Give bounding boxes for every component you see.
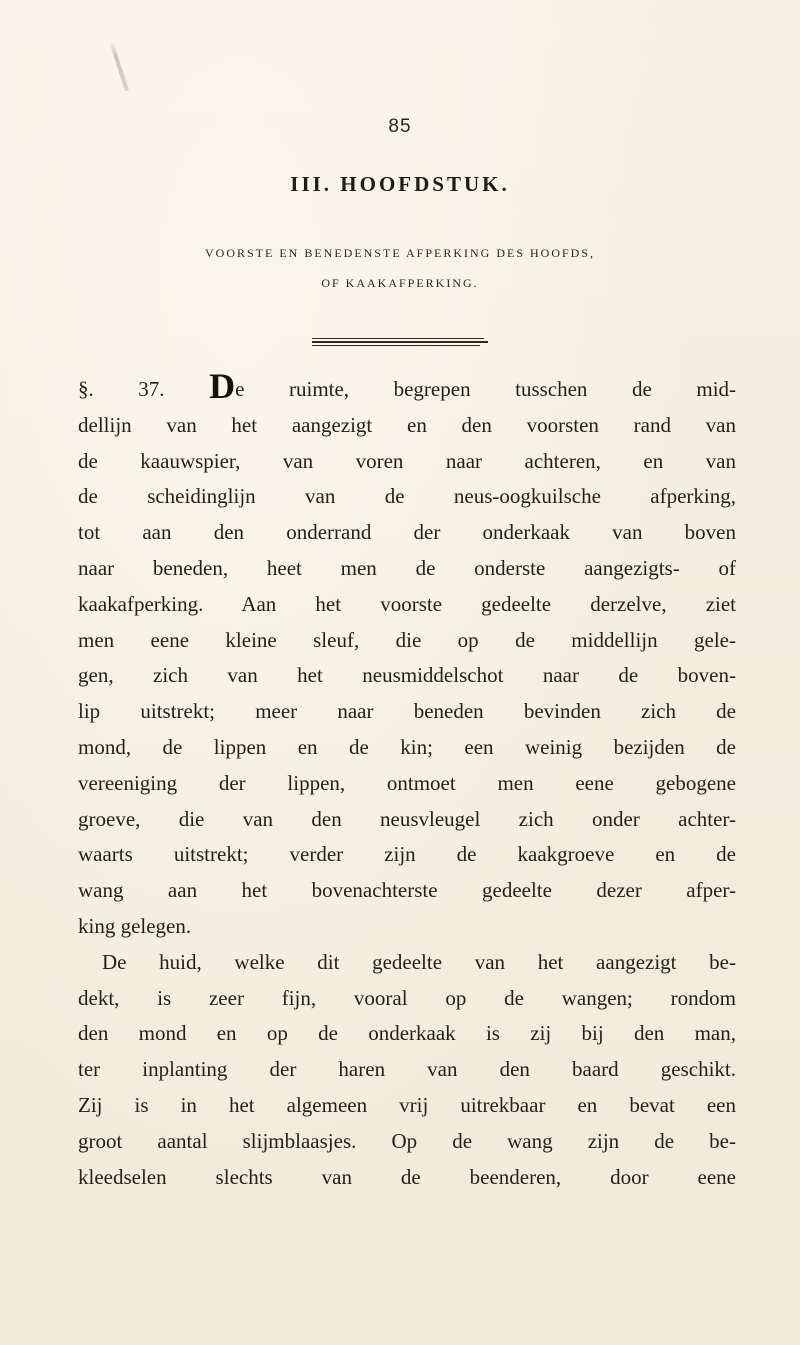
text-line: wang aan het bovenachterste gedeelte dezer afper- [78, 878, 736, 903]
text-line: ter inplanting der haren van den baard geschikt. [78, 1057, 736, 1082]
text-line: dellijn van het aangezigt en den voorsten rand van [78, 412, 736, 437]
body-text [78, 366, 737, 1195]
text-line: waarts uitstrekt; verder zijn de kaakgroeve en de [78, 842, 736, 867]
chapter-title: III. HOOFDSTUK. [290, 172, 510, 196]
text-line: kleedselen slechts van de beenderen, door eene [78, 1164, 736, 1189]
text-line: tot aan den onderrand der onderkaak van boven [78, 520, 736, 545]
first-line-text: e ruimte, begrepen tusschen de mid- [235, 377, 737, 401]
text-line: De huid, welke dit gedeelte van het aangezigt be- [102, 949, 736, 974]
page-number: 85 [388, 116, 412, 137]
drop-cap: D [209, 366, 236, 406]
section-mark: §. 37. [78, 377, 165, 401]
ornamental-rule [312, 338, 488, 346]
text-line: gen, zich van het neusmiddelschot naar de boven- [78, 663, 736, 688]
rule-line [312, 338, 484, 339]
paragraph-first-line [78, 366, 737, 408]
text-line: mond, de lippen en de kin; een weinig bezijden de [78, 734, 736, 759]
pencil-mark [109, 41, 129, 92]
text-line: den mond en op de onderkaak is zij bij den man, [78, 1021, 736, 1046]
rule-line [312, 341, 488, 343]
text-line: groot aantal slijmblaasjes. Op de wang zijn de be- [78, 1128, 736, 1153]
chapter-subtitle-line-1: VOORSTE EN BENEDENSTE AFPERKING DES HOOFDS, [204, 246, 596, 260]
rule-line [312, 345, 480, 346]
text-line: vereeniging der lippen, ontmoet men eene gebogene [78, 770, 736, 795]
text-line: lip uitstrekt; meer naar beneden bevinden zich de [78, 699, 736, 724]
text-line: naar beneden, heet men de onderste aangezigts- of [78, 555, 736, 580]
text-line: king gelegen. [78, 913, 192, 938]
chapter-subtitle-line-2: OF KAAKAFPERKING. [321, 276, 479, 290]
text-line: Zij is in het algemeen vrij uitrekbaar en bevat een [78, 1092, 736, 1117]
text-line: dekt, is zeer fijn, vooral op de wangen; rondom [78, 985, 736, 1010]
text-line: men eene kleine sleuf, die op de middellijn gele- [78, 627, 736, 652]
text-line: de kaauwspier, van voren naar achteren, en van [78, 448, 736, 473]
text-line: de scheidinglijn van de neus-oogkuilsche afperking, [78, 484, 736, 509]
text-line: groeve, die van den neusvleugel zich onder achter- [78, 806, 736, 831]
text-line: kaakafperking. Aan het voorste gedeelte derzelve, ziet [78, 591, 736, 616]
